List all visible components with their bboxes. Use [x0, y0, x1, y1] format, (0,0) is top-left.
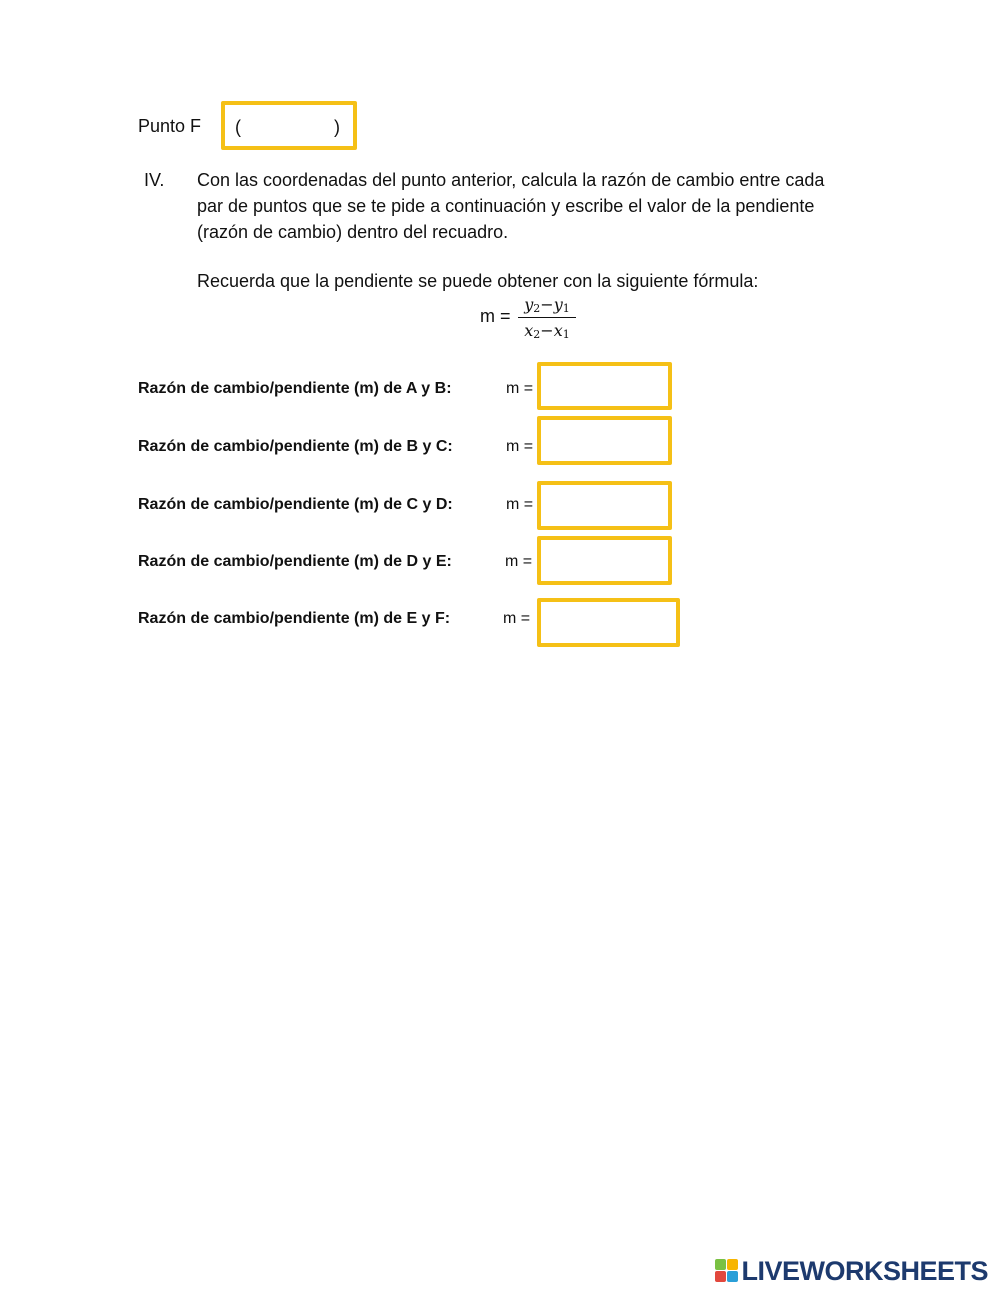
punto-f-answer-box[interactable]: [221, 101, 357, 150]
slope-answer-box-ab[interactable]: [537, 362, 672, 410]
formula-numerator: $y_2-y_1$: [524, 295, 570, 315]
m-equals-ab: m =: [506, 380, 534, 397]
logo-tile-v: [715, 1271, 726, 1282]
m-equals-bc: m =: [506, 438, 534, 455]
close-paren: ): [334, 117, 340, 137]
slope-formula: [480, 294, 600, 344]
logo-tile-e: [727, 1271, 738, 1282]
slope-label-ef: Razón de cambio/pendiente (m) de E y F:: [138, 610, 451, 627]
liveworksheets-wordmark: LIVEWORKSHEETS: [741, 1256, 988, 1286]
m-equals-de: m =: [505, 553, 533, 570]
m-equals-ef: m =: [503, 610, 531, 627]
slope-label-de: Razón de cambio/pendiente (m) de D y E:: [138, 553, 452, 570]
liveworksheets-brand: [715, 1255, 988, 1287]
slope-answer-box-de[interactable]: [537, 536, 672, 585]
m-equals-cd: m =: [506, 496, 534, 513]
liveworksheets-logo-icon: [715, 1259, 739, 1283]
section-numeral: IV.: [144, 170, 165, 190]
slope-answer-box-cd[interactable]: [537, 481, 672, 530]
logo-tile-l: [715, 1259, 726, 1270]
slope-answer-box-ef[interactable]: [537, 598, 680, 647]
open-paren: (: [235, 117, 241, 137]
formula-fraction: [518, 294, 576, 342]
slope-label-ab: Razón de cambio/pendiente (m) de A y B:: [138, 380, 452, 397]
slope-label-cd: Razón de cambio/pendiente (m) de C y D:: [138, 496, 453, 513]
slope-label-bc: Razón de cambio/pendiente (m) de B y C:: [138, 438, 453, 455]
formula-reminder: Recuerda que la pendiente se puede obtener con la siguiente fórmula:: [197, 271, 759, 291]
logo-tile-i: [727, 1259, 738, 1270]
fraction-bar: [518, 317, 576, 318]
punto-f-label: Punto F: [138, 116, 202, 136]
section-instructions: Con las coordenadas del punto anterior, calcula la razón de cambio entre cada par de puntos que se te pide a continuación y escribe el valor de la pendiente (razón de cambio) dentro del recuadro.: [197, 170, 825, 242]
formula-lhs: m =: [480, 306, 511, 326]
slope-answer-box-bc[interactable]: [537, 416, 672, 465]
formula-denominator: $x_2-x_1$: [524, 321, 570, 341]
